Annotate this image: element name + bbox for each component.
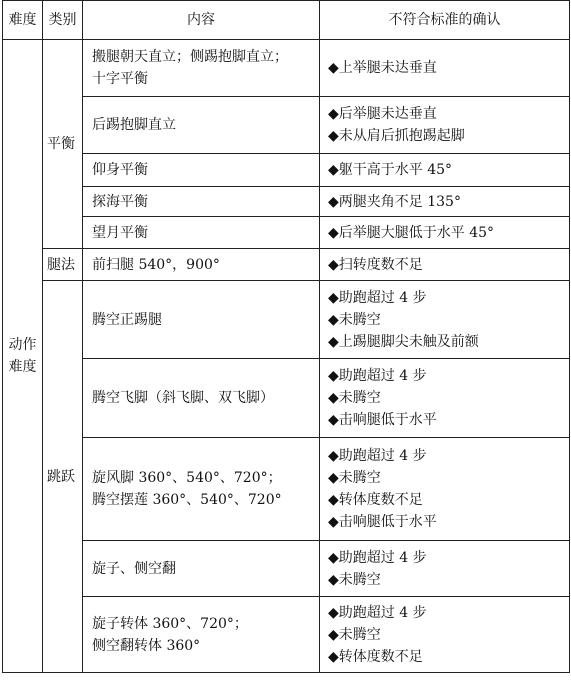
level-line: 难度 [8,359,37,375]
criteria-cell [320,40,570,97]
criteria-line: ◆转体度数不足 [328,648,423,665]
criteria-line: ◆扫转度数不足 [328,256,423,273]
table-row [3,541,570,597]
criteria-cell [320,541,570,597]
content-cell [83,187,320,217]
content-line: 后踢抱脚直立 [92,117,176,133]
content-line: 侧空翻转体 360° [92,637,201,654]
criteria-cell [320,438,570,541]
criteria-cell [320,217,570,249]
criteria-cell [320,187,570,217]
table-row [3,217,570,249]
criteria-line: ◆未腾空 [328,626,381,643]
content-line: 十字平衡 [92,71,148,87]
table-row [3,359,570,438]
content-line: 旋风脚 360°、540°、720°； [92,470,282,486]
content-line: 腾空正踢腿 [92,311,162,328]
criteria-line: ◆后举腿未达垂直 [328,106,437,122]
criteria-line: ◆上举腿未达垂直 [328,60,437,76]
criteria-line: ◆转体度数不足 [328,492,423,508]
content-line: 腾空摆莲 360°、540°、720° [92,492,282,508]
content-line: 旋子、侧空翻 [92,560,176,577]
criteria-cell [320,249,570,281]
content-cell [83,438,320,541]
criteria-cell [320,597,570,673]
content-line: 搬腿朝天直立；侧踢抱脚直立； [92,49,288,65]
criteria-line: ◆两腿夹角不足 135° [328,193,461,210]
category-jump: 跳跃 [43,281,83,673]
content-line: 望月平衡 [92,224,148,241]
table-row [3,154,570,187]
content-line: 腾空飞脚（斜飞脚、双飞脚） [92,390,274,406]
header-category: 类别 [43,1,83,40]
table-row [3,438,570,541]
criteria-cell [320,97,570,154]
content-line: 前扫腿 540°，900° [92,256,220,273]
criteria-line: ◆击响腿低于水平 [328,412,437,428]
table-row [3,40,570,97]
criteria-line: ◆击响腿低于水平 [328,514,437,530]
content-cell [83,281,320,359]
level-cell [3,40,43,673]
header-row [3,1,570,40]
table-row [3,249,570,281]
criteria-line: ◆助跑超过 4 步 [328,448,427,464]
table-row [3,597,570,673]
content-cell [83,154,320,187]
level-line: 动作 [8,337,37,353]
content-cell [83,359,320,438]
criteria-cell [320,281,570,359]
table-row [3,97,570,154]
category-balance: 平衡 [43,40,83,249]
content-cell [83,597,320,673]
header-content: 内容 [83,1,320,40]
criteria-line: ◆上踢腿脚尖未触及前额 [328,333,479,350]
criteria-line: ◆未从肩后抓抱踢起脚 [328,128,465,144]
content-cell [83,40,320,97]
criteria-line: ◆躯干高于水平 45° [328,162,453,178]
criteria-line: ◆助跑超过 4 步 [328,368,427,384]
content-cell [83,97,320,154]
criteria-line: ◆后举腿大腿低于水平 45° [328,224,495,241]
criteria-cell [320,359,570,438]
table-row [3,281,570,359]
header-nonconformity: 不符合标准的确认 [320,1,570,40]
content-cell [83,249,320,281]
header-difficulty: 难度 [3,1,43,40]
criteria-line: ◆助跑超过 4 步 [328,604,427,621]
criteria-line: ◆未腾空 [328,470,381,486]
content-line: 仰身平衡 [92,162,148,178]
content-line: 旋子转体 360°、720°； [92,615,248,632]
content-cell [83,217,320,249]
difficulty-standards-table [2,0,570,673]
criteria-line: ◆未腾空 [328,311,381,328]
criteria-line: ◆未腾空 [328,390,381,406]
criteria-line: ◆助跑超过 4 步 [328,289,427,306]
content-cell [83,541,320,597]
content-line: 探海平衡 [92,193,148,210]
table-row [3,187,570,217]
category-leg: 腿法 [43,249,83,281]
criteria-line: ◆未腾空 [328,571,381,588]
criteria-cell [320,154,570,187]
criteria-line: ◆助跑超过 4 步 [328,549,427,566]
